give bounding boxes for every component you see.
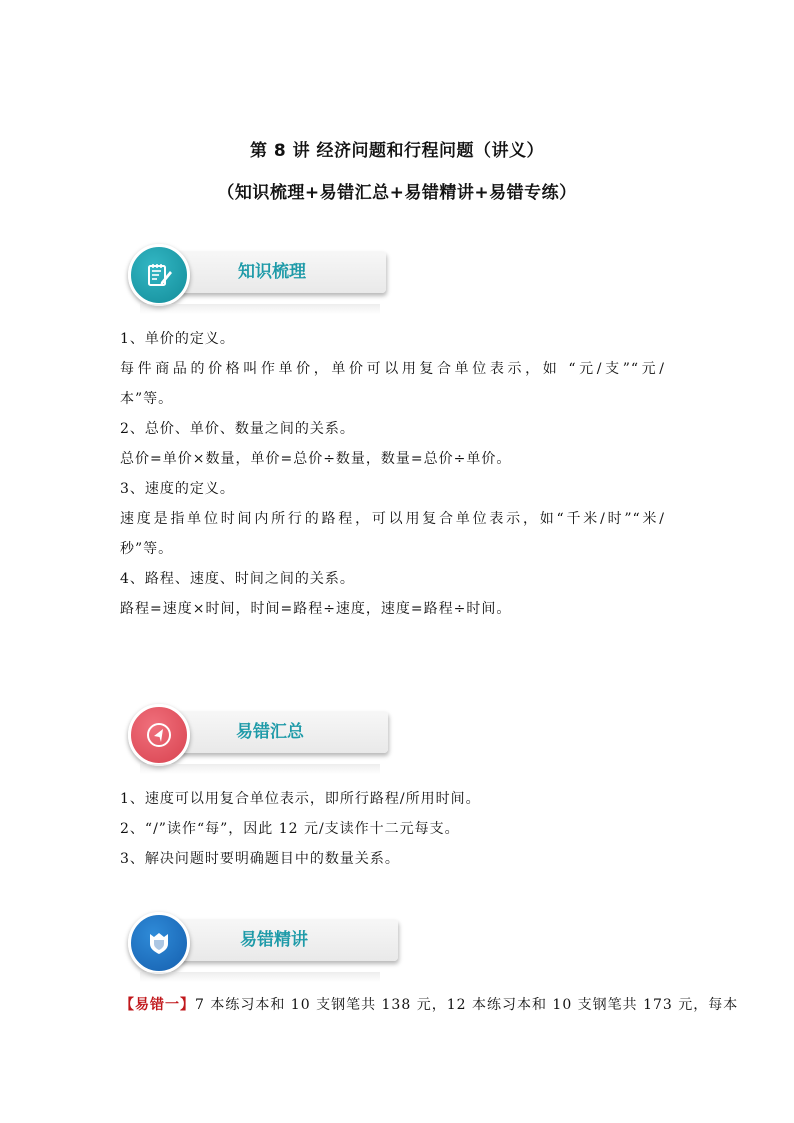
content-line: 速度是指单位时间内所行的路程，可以用复合单位表示，如“千米/时”“米/ (120, 511, 665, 527)
summary-content (120, 784, 665, 874)
content-line: 3、解决问题时要明确题目中的数量关系。 (120, 851, 400, 867)
content-line: 2、“/”读作“每”，因此 12 元/支读作十二元每支。 (120, 821, 460, 837)
content-line: 路程=速度×时间，时间=路程÷速度，速度=路程÷时间。 (120, 601, 512, 617)
banner-reflection (140, 764, 380, 774)
content-line: 总价=单价×数量，单价=总价÷数量，数量=总价÷单价。 (120, 451, 512, 467)
content-line: 秒”等。 (120, 541, 174, 557)
banner-reflection (140, 304, 380, 314)
content-line: 1、单价的定义。 (120, 331, 235, 347)
knowledge-content (120, 324, 665, 624)
section-heading-knowledge: 知识梳理 (238, 262, 306, 282)
question-line (120, 990, 739, 1020)
explain-content (120, 990, 739, 1020)
page-title: 第 8 讲 经济问题和行程问题（讲义） (249, 141, 545, 161)
play-arrow-icon (128, 704, 190, 766)
section-heading-summary: 易错汇总 (236, 722, 304, 742)
content-line: 每件商品的价格叫作单价，单价可以用复合单位表示，如 “元/支”“元/ (120, 361, 665, 377)
content-line: 本”等。 (120, 391, 174, 407)
shield-icon (128, 912, 190, 974)
content-line: 1、速度可以用复合单位表示，即所行路程/所用时间。 (120, 791, 481, 807)
notepad-pencil-icon (128, 244, 190, 306)
error-tag: 【易错一】 (120, 997, 195, 1013)
content-line: 3、速度的定义。 (120, 481, 235, 497)
content-line: 2、总价、单价、数量之间的关系。 (120, 421, 355, 437)
section-heading-explain: 易错精讲 (240, 930, 308, 950)
page-subtitle: （知识梳理+易错汇总+易错精讲+易错专练） (217, 183, 577, 203)
question-text: 7 本练习本和 10 支钢笔共 138 元，12 本练习本和 10 支钢笔共 173 元，每本 (195, 997, 739, 1013)
content-line: 4、路程、速度、时间之间的关系。 (120, 571, 355, 587)
banner-reflection (140, 972, 380, 982)
